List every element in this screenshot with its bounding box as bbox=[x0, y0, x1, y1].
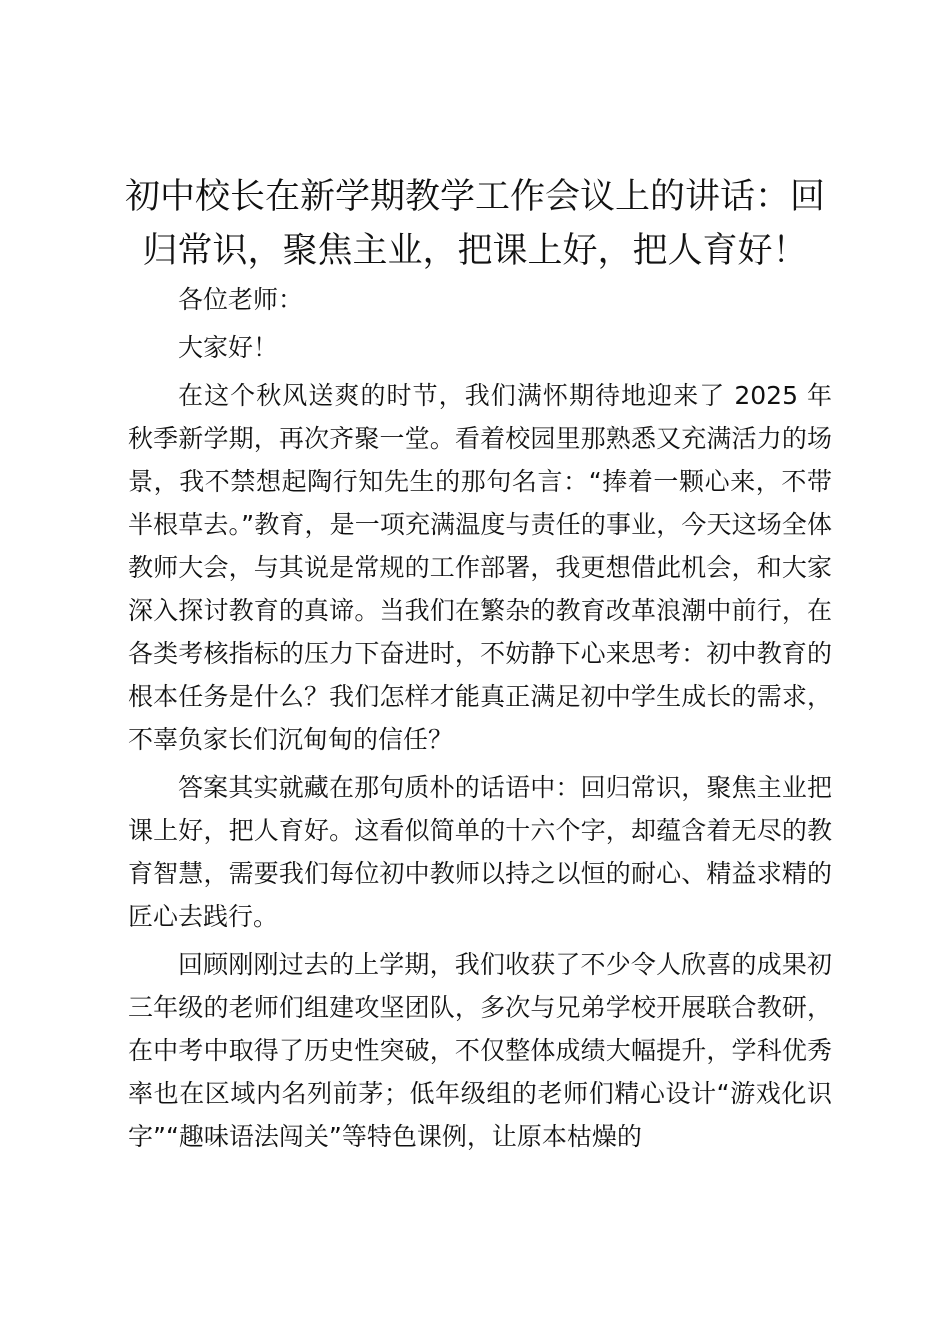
paragraph-salutation: 大家好！ bbox=[178, 333, 279, 362]
document-body bbox=[128, 278, 832, 1163]
paragraph-answer: 答案其实就藏在那句质朴的话语中：回归常识，聚焦主业把课上好，把人育好。这看似简单的十六个字，却蕴含着无尽的教育智慧，需要我们每位初中教师以持之以恒的耐心、精益求精的匠心去践行。 bbox=[128, 773, 832, 931]
paragraph-review: 回顾刚刚过去的上学期，我们收获了不少令人欣喜的成果初三年级的老师们组建攻坚团队，多次与兄弟学校开展联合教研，在中考中取得了历史性突破，不仅整体成绩大幅提升，学科优秀率也在区域内名列前茅；低年级组的老师们精心设计“游戏化识字”“趣味语法闯关”等特色课例，让原本枯燥的 bbox=[128, 950, 832, 1151]
document-title: 初中校长在新学期教学工作会议上的讲话：回归常识，聚焦主业，把课上好，把人育好！ bbox=[124, 177, 825, 271]
paragraph-opening: 在这个秋风送爽的时节，我们满怀期待地迎来了 2025 年秋季新学期，再次齐聚一堂。看着校园里那熟悉又充满活力的场景，我不禁想起陶行知先生的那句名言：“捧着一颗心来，不带半根草去。”教育，是一项充满温度与责任的事业，今天这场全体教师大会，与其说是常规的工作部署，我更想借此机会，和大家深入探讨教育的真谛。当我们在繁杂的教育改革浪潮中前行，在各类考核指标的压力下奋进时，不妨静下心来思考：初中教育的根本任务是什么？我们怎样才能真正满足初中学生成长的需求，不辜负家长们沉甸甸的信任？ bbox=[128, 381, 832, 754]
paragraph-greeting: 各位老师： bbox=[178, 285, 304, 314]
